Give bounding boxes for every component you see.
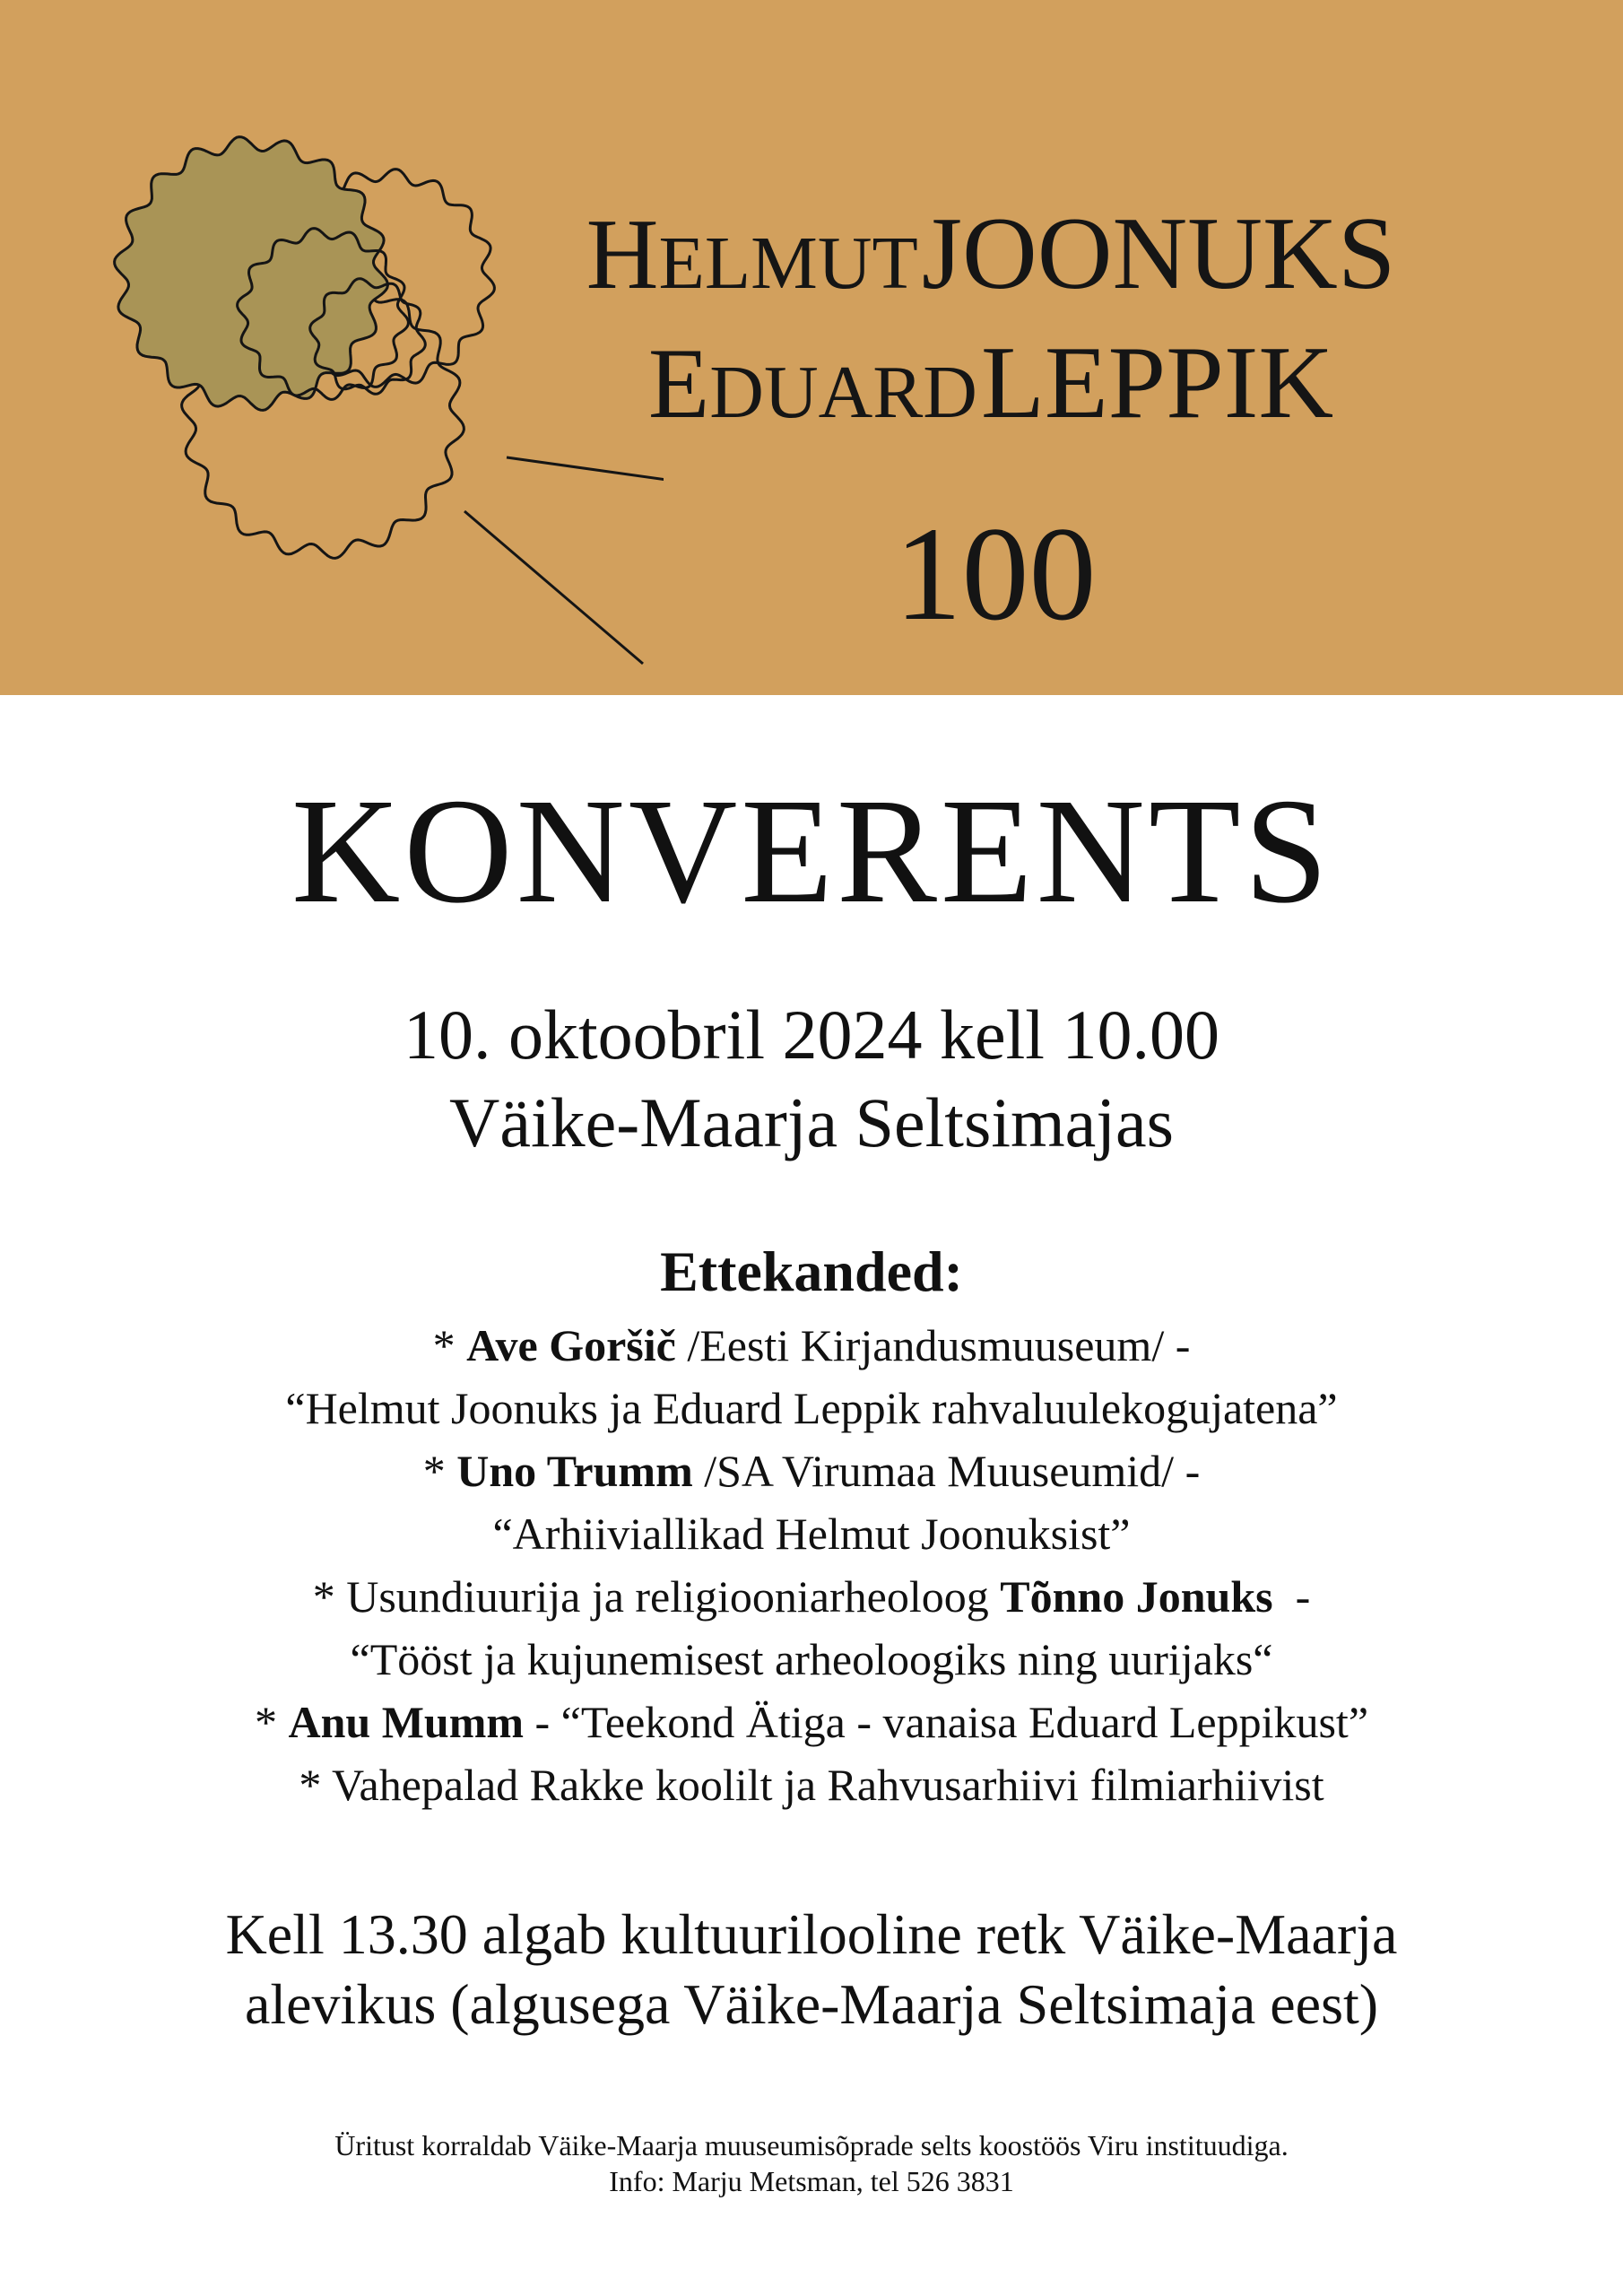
tour-line-2: alevikus (algusega Väike-Maarja Seltsimaja eest) [244,1972,1379,2037]
tour-line-1: Kell 13.30 algab kultuurilooline retk Väike-Maarja [225,1902,1398,1966]
talks-section [0,1238,1623,1816]
filled-wavy-circle [115,137,388,411]
tour-info [0,1900,1623,2039]
talk-line-4: “Arhiiviallikad Helmut Joonuksist” [492,1508,1131,1559]
talk-line-1: * Ave Goršič /Eesti Kirjandusmuuseum/ - [432,1319,1191,1370]
talk-line-7: * Anu Mumm - “Teekond Ätiga - vanaisa Eduard Leppikust” [254,1696,1369,1747]
honoree-names [484,196,1497,460]
talk-line-3: * Uno Trumm /SA Virumaa Muuseumid/ - [422,1445,1201,1496]
anniversary-number: 100 [894,500,1097,648]
footer-info [0,2127,1623,2199]
organizer-note: Üritust korraldab Väike-Maarja muuseumisõprade selts koostöös Viru instituudiga. [334,2129,1289,2161]
contact-info: Info: Marju Metsman, tel 526 3831 [609,2165,1014,2197]
logo-ray-upper [507,457,664,495]
talk-line-2: “Helmut Joonuks ja Eduard Leppik rahvaluulekogujatena” [285,1382,1338,1433]
talk-line-5: * Usundiuurija ja religiooniarheoloog Tõnno Jonuks - [312,1570,1311,1622]
event-date-time: 10. oktoobril 2024 kell 10.00 [404,996,1219,1074]
talks-heading: Ettekanded: [660,1239,963,1303]
event-info [0,991,1623,1166]
logo-ray-lower [464,511,643,664]
talk-line-6: “Tööst ja kujunemisest arheoloogiks ning uurijaks“ [350,1633,1273,1684]
name-eduard-leppik: EDUARD LEPPIK [647,326,1334,440]
header-banner [0,0,1623,695]
talk-line-8: * Vahepalad Rakke koolilt ja Rahvusarhiivi filmiarhiivist [299,1759,1324,1810]
page-title: KONVERENTS [291,768,1332,935]
event-venue: Väike-Maarja Seltsimajas [449,1083,1174,1161]
name-helmut-joonuks: HELMUT JOONUKS [586,196,1396,311]
